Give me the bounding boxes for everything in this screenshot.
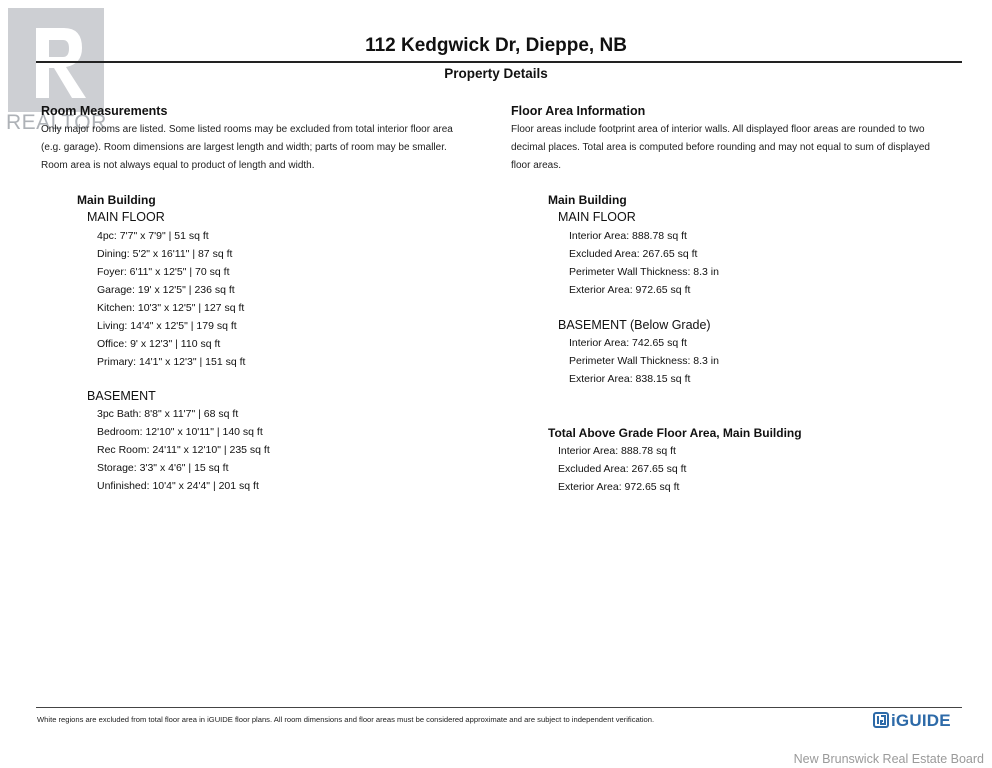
room-item: Unfinished: 10'4" x 24'4" | 201 sq ft bbox=[97, 480, 259, 492]
floor-area-note bbox=[511, 121, 971, 175]
note-line: Only major rooms are listed. Some listed rooms may be excluded from total interior floor area bbox=[41, 124, 453, 135]
iguide-brand-text: iGUIDE bbox=[891, 711, 951, 730]
room-main-floor-label: MAIN FLOOR bbox=[87, 210, 165, 224]
iguide-logo bbox=[873, 711, 951, 731]
area-item: Interior Area: 888.78 sq ft bbox=[569, 230, 687, 242]
area-main-floor-label: MAIN FLOOR bbox=[558, 210, 636, 224]
room-item: Storage: 3'3" x 4'6" | 15 sq ft bbox=[97, 462, 229, 474]
room-item: Foyer: 6'11" x 12'5" | 70 sq ft bbox=[97, 266, 230, 278]
floor-area-heading: Floor Area Information bbox=[511, 104, 646, 118]
room-item: Kitchen: 10'3" x 12'5" | 127 sq ft bbox=[97, 302, 245, 314]
footer-divider bbox=[36, 707, 962, 708]
room-item: Garage: 19' x 12'5" | 236 sq ft bbox=[97, 284, 235, 296]
realtor-logo-text: REALTOR bbox=[6, 111, 107, 134]
room-item: Bedroom: 12'10" x 10'11" | 140 sq ft bbox=[97, 426, 263, 438]
property-address-title: 112 Kedgwick Dr, Dieppe, NB bbox=[365, 35, 627, 56]
room-item: Dining: 5'2" x 16'11" | 87 sq ft bbox=[97, 248, 233, 260]
basement-area-list bbox=[569, 334, 719, 388]
note-line: floor areas. bbox=[511, 160, 562, 171]
main-floor-room-list bbox=[97, 227, 245, 371]
room-building-label: Main Building bbox=[77, 193, 156, 207]
basement-room-list bbox=[97, 405, 270, 495]
area-basement-label: BASEMENT (Below Grade) bbox=[558, 318, 711, 332]
total-area-heading: Total Above Grade Floor Area, Main Building bbox=[548, 426, 802, 440]
board-credit: New Brunswick Real Estate Board bbox=[793, 752, 984, 766]
room-item: Primary: 14'1" x 12'3" | 151 sq ft bbox=[97, 356, 246, 368]
title-divider bbox=[36, 61, 962, 63]
area-item: Perimeter Wall Thickness: 8.3 in bbox=[569, 266, 719, 278]
area-item: Exterior Area: 972.65 sq ft bbox=[569, 284, 691, 296]
area-item: Excluded Area: 267.65 sq ft bbox=[558, 463, 687, 475]
main-floor-area-list bbox=[569, 227, 719, 299]
note-line: decimal places. Total area is computed before rounding and may not equal to sum of displayed bbox=[511, 142, 930, 153]
room-basement-label: BASEMENT bbox=[87, 389, 156, 403]
total-area-list bbox=[558, 442, 686, 496]
footer-disclaimer: White regions are excluded from total floor area in iGUIDE floor plans. All room dimensions and floor areas must be considered approximate and are subject to independent verification. bbox=[37, 715, 655, 724]
area-item: Interior Area: 742.65 sq ft bbox=[569, 337, 687, 349]
iguide-icon bbox=[873, 712, 889, 728]
area-building-label: Main Building bbox=[548, 193, 627, 207]
note-line: (e.g. garage). Room dimensions are largest length and width; parts of room may be smaller. bbox=[41, 142, 447, 153]
note-line: Room area is not always equal to product of length and width. bbox=[41, 160, 315, 171]
room-measurements-note bbox=[41, 121, 491, 175]
area-item: Perimeter Wall Thickness: 8.3 in bbox=[569, 355, 719, 367]
room-item: Living: 14'4" x 12'5" | 179 sq ft bbox=[97, 320, 237, 332]
area-item: Interior Area: 888.78 sq ft bbox=[558, 445, 676, 457]
room-item: Office: 9' x 12'3" | 110 sq ft bbox=[97, 338, 221, 350]
area-item: Exterior Area: 972.65 sq ft bbox=[558, 481, 680, 493]
area-item: Exterior Area: 838.15 sq ft bbox=[569, 373, 691, 385]
area-item: Excluded Area: 267.65 sq ft bbox=[569, 248, 698, 260]
room-measurements-heading: Room Measurements bbox=[41, 104, 168, 118]
room-item: 3pc Bath: 8'8" x 11'7" | 68 sq ft bbox=[97, 408, 239, 420]
room-item: Rec Room: 24'11" x 12'10" | 235 sq ft bbox=[97, 444, 270, 456]
note-line: Floor areas include footprint area of interior walls. All displayed floor areas are rounded to two bbox=[511, 124, 925, 135]
room-item: 4pc: 7'7" x 7'9" | 51 sq ft bbox=[97, 230, 209, 242]
property-details-subtitle: Property Details bbox=[444, 66, 548, 81]
